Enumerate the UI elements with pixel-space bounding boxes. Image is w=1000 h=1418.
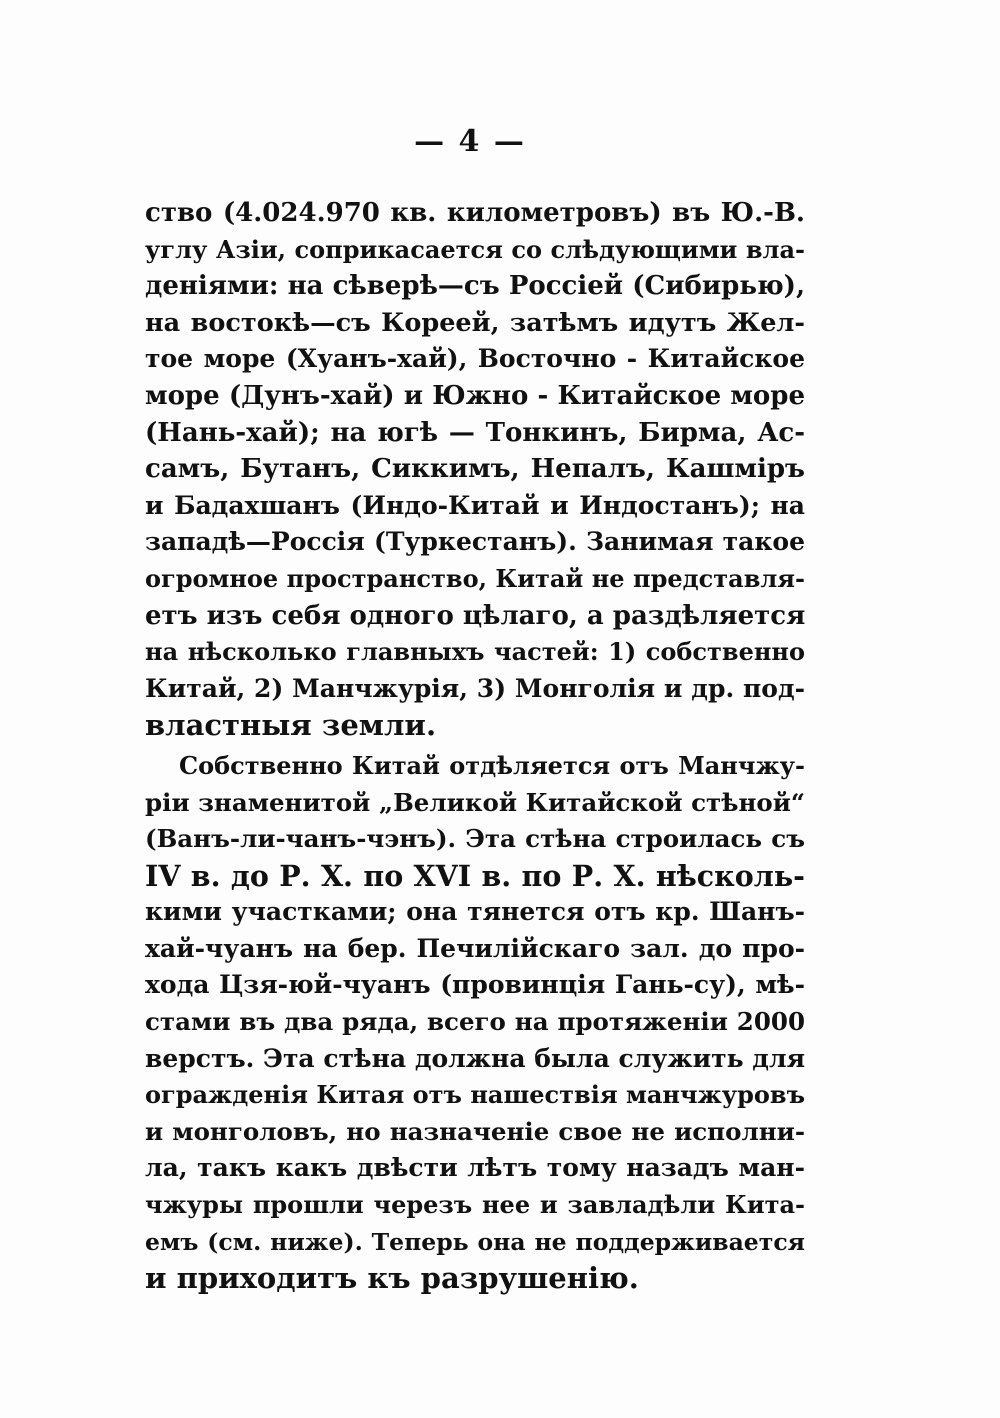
text-line: и монголовъ, но назначеніе свое не исполни-	[145, 1116, 805, 1146]
text-line: стами въ два ряда, всего на протяженіи 2000	[145, 1007, 805, 1037]
text-line: властныя земли.	[145, 708, 437, 743]
text-line: кими участками; она тянется отъ кр. Шанъ-	[145, 897, 805, 927]
text-line: на востокѣ—съ Кореей, затѣмъ идутъ Жел-	[145, 307, 805, 338]
text-line: и приходитъ къ разрушенію.	[145, 1261, 639, 1296]
text-line: (Ванъ-ли-чанъ-чэнъ). Эта стѣна строилась съ	[145, 824, 805, 854]
text-line: хай-чуанъ на бер. Печилійскаго зал. до про-	[145, 933, 805, 963]
text-line: западѣ—Россія (Туркестанъ). Занимая такое	[145, 527, 805, 557]
text-line: хода Цзя-юй-чуанъ (провинція Гань-су), мѣ-	[145, 970, 805, 1000]
text-line: ріи знаменитой „Великой Китайской стѣной“	[145, 787, 805, 817]
paragraph-1	[145, 195, 805, 744]
text-line: огражденія Китая отъ нашествія манчжуровъ	[145, 1080, 805, 1110]
paragraph-2	[145, 748, 805, 1297]
text-line: на нѣсколько главныхъ частей: 1) собственно	[145, 637, 805, 667]
text-line: самъ, Бутанъ, Сиккимъ, Непалъ, Кашміръ	[145, 454, 805, 485]
body-text	[145, 195, 805, 1297]
text-line: тое море (Хуанъ-хай), Восточно - Китайское	[145, 344, 805, 374]
text-line: Китай, 2) Манчжурія, 3) Монголія и др. под-	[145, 673, 805, 703]
text-line: ство (4.024.970 кв. километровъ) въ Ю.-В.	[145, 198, 805, 228]
page-number: — 4 —	[414, 124, 526, 159]
text-line: чжуры прошли черезъ нее и завладѣли Кита-	[145, 1190, 805, 1220]
text-line: деніями: на сѣверѣ—съ Россіей (Сибирью),	[145, 271, 805, 302]
text-line: верстъ. Эта стѣна должна была служить для	[145, 1043, 806, 1073]
text-line: и Бадахшанъ (Индо-Китай и Индостанъ); на	[145, 490, 805, 520]
text-line: ла, такъ какъ двѣсти лѣтъ тому назадъ ман-	[145, 1153, 805, 1183]
text-line: емъ (см. ниже). Теперь она не поддерживается	[145, 1227, 805, 1256]
text-line: етъ изъ себя одного цѣлаго, а раздѣляется	[145, 600, 806, 631]
text-line: огромное пространство, Китай не представля-	[145, 563, 805, 593]
text-line: море (Дунъ-хай) и Южно - Китайское море	[145, 380, 805, 411]
text-line: (Нань-хай); на югѣ — Тонкинъ, Бирма, Ас-	[145, 417, 805, 448]
text-line: углу Азіи, соприкасается со слѣдующими вла-	[145, 234, 805, 264]
text-line: IV в. до Р. Х. по XVI в. по Р. Х. нѣсколь-	[145, 858, 805, 893]
text-line: Собственно Китай отдѣляется отъ Манчжу-	[179, 750, 805, 780]
